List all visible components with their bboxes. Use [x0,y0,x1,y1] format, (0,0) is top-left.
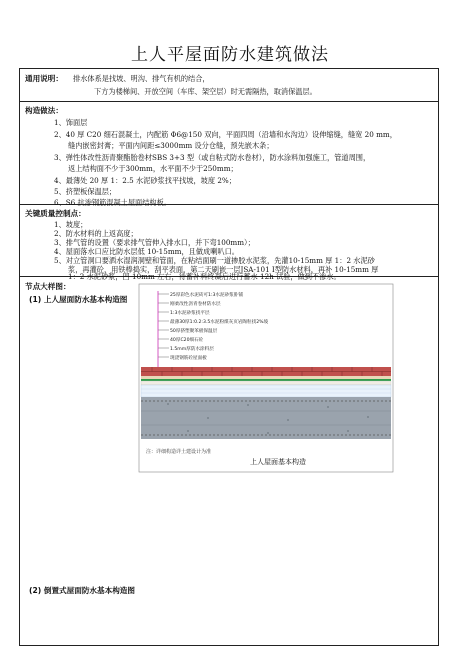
quality-item: 1：2 水泥砂浆，凹 10mm 左右，待蓄补料终凝后进行蓄水 12h 试验，做到不渗水。 [68,272,341,281]
quality-item: 4、屋面落水口应比防水层低 10-15mm，且做成喇叭口。 [54,247,239,256]
layer-label: 刚柔改性沥青卷材防水层 [170,302,221,307]
layer-label: 1.5mm厚防水涂料层 [170,347,214,352]
diagram-note: 注：详细构造详土建设计为准 [146,449,212,455]
membrane-layer [141,379,391,381]
screed-layer [141,381,391,385]
node-subtitle-2: (2) 倒置式屋面防水基本构造图 [29,586,135,595]
page-title: 上人平屋面防水建筑做法 [131,45,329,65]
mortar-layer [141,376,391,379]
layer-label: 25厚彩色水泥砖可1:3水泥砂浆卧铺 [170,293,243,298]
method-item: 2、40 厚 C20 细石混凝土，内配筋 Φ6@150 双向，平面四周（沿墙和水沟边）设伸缩缝，缝宽 20 mm， [54,130,397,139]
quality-item: 3、排气管的设置（要求排气管伸入排水口，并下弯100mm）； [54,238,255,247]
method-item: 缝内嵌密封膏；平面内间距≤3000mm 设分仓缝，预先嵌木条； [68,141,274,150]
layer-label: 最薄30厚1:0.2:3.5水泥粉煤灰页岩陶粒找2%坡 [170,320,269,325]
usage-line-2: 下方为楼梯间、开放空间（车库、架空层）时无需隔热，取消保温层。 [94,87,317,96]
quality-head: 关键质量控制点： [25,209,86,218]
usage-section [20,69,438,102]
quality-item: 1、坡度； [54,220,88,229]
method-item: 返上结构面不少于300mm，水平面不少于250mm； [68,164,238,173]
node-head: 节点大样图： [25,282,71,291]
method-section [20,102,438,205]
concrete-slab [141,397,391,439]
method-item: 3、弹性体改性沥青聚酯胎卷材SBS 3+3 型（或自粘式防水卷材），防水涂料加强施工，管道周围， [54,153,371,162]
node-subtitle-1: (1) 上人屋面防水基本构造图 [29,295,128,304]
roof-section-diagram [138,283,394,473]
layer-label: 50厚挤塑聚苯板保温层 [170,329,218,334]
usage-head: 通用说明： [25,74,63,83]
method-item: 5、挤塑板保温层； [54,187,117,196]
method-head: 构造做法： [25,106,63,115]
method-item: 6、S6 抗渗钢筋混凝土屋面结构板。 [54,198,171,207]
usage-line-1: 排水体系是找坡、明沟、排气有机的结合， [73,74,210,83]
method-item: 1、饰面层 [54,118,88,127]
layer-label: 现浇钢筋砼屋面板 [170,356,207,361]
quality-item: 5、对立管洞口要洒水湿润洞壁和管面，在粘结面刷一道掺胶水泥浆，先灌10-15mm 厚 1：2 水泥砂 [54,256,375,265]
method-item: 4、最薄处 20 厚 1：2.5 水泥砂浆找平找坡，坡度 2%； [54,176,236,185]
quality-item: 浆，再灌砼，用铁棒捣实，刮平表面，第二天刷嵌一层JSA-101 Ⅰ型防水材料，再补 10-15mm 厚 [68,265,379,274]
diagram-caption: 上人屋面基本构造 [250,458,306,466]
layer-label: 40厚C20细石砼 [170,338,204,343]
layer-label: 1:3水泥砂浆找平层 [170,311,210,316]
quality-section [20,205,438,281]
quality-item: 2、防水材料的上返高度； [54,229,138,238]
insulation-layer [141,385,391,397]
